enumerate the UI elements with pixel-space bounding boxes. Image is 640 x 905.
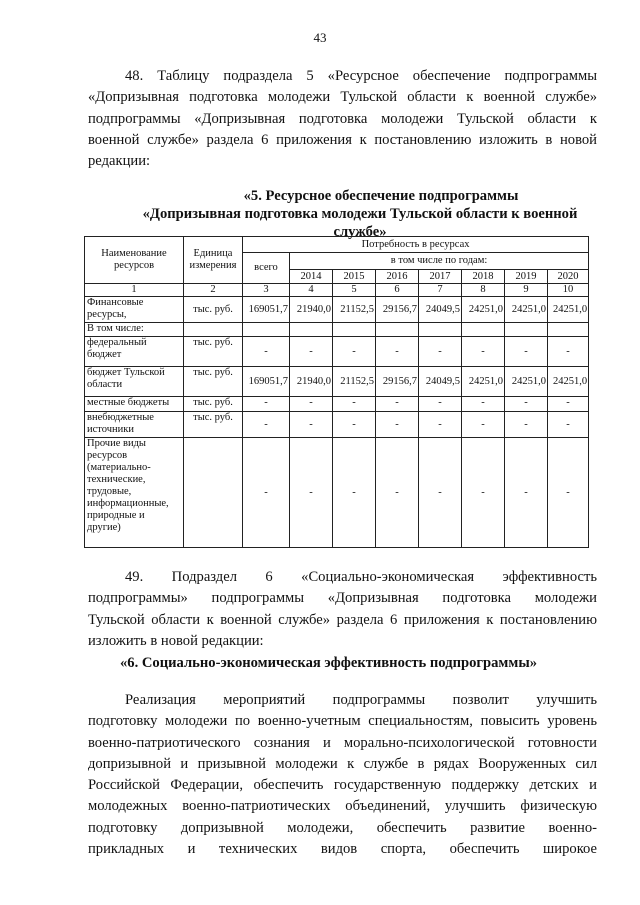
page-number: 43: [313, 30, 327, 45]
cell-value: -: [333, 397, 376, 412]
cell-value: -: [419, 412, 462, 438]
cell-value: -: [243, 397, 290, 412]
header-year: 2015: [333, 270, 376, 284]
cell-value: -: [243, 438, 290, 548]
header-year: 2017: [419, 270, 462, 284]
body-line: военно-патриотического сознания и морально-психологической готовности: [88, 734, 597, 751]
cell-value: 24251,0: [505, 367, 548, 397]
cell-value: -: [505, 438, 548, 548]
paragraph-49-line: изложить в новой редакции:: [88, 632, 264, 649]
cell-value: -: [462, 397, 505, 412]
cell-value: -: [548, 412, 589, 438]
cell-value: -: [419, 397, 462, 412]
cell-value: [462, 323, 505, 337]
cell-value: -: [243, 412, 290, 438]
cell-value: -: [333, 438, 376, 548]
cell-value: -: [462, 337, 505, 367]
paragraph-48-line: редакции:: [88, 153, 151, 170]
cell-value: -: [376, 412, 419, 438]
section-5-heading-line: «5. Ресурсное обеспечение подпрограммы: [243, 188, 519, 204]
column-number: 7: [419, 284, 462, 297]
table-row: [85, 412, 589, 438]
column-number: 2: [184, 284, 243, 297]
cell-value: 24251,0: [505, 297, 548, 323]
cell-value: 24251,0: [462, 367, 505, 397]
paragraph-49-line: 49. Подраздел 6 «Социально-экономическая эффективность: [125, 569, 597, 585]
row-name: внебюджетные источники: [85, 412, 184, 438]
paragraph-49-line: подпрограммы» подпрограммы «Допризывная подготовка молодежи: [88, 590, 597, 607]
cell-value: 24251,0: [548, 297, 589, 323]
row-unit: тыс. руб.: [184, 397, 243, 412]
cell-value: 169051,7: [243, 367, 290, 397]
resource-table: [84, 236, 589, 548]
cell-value: -: [505, 397, 548, 412]
cell-value: -: [290, 337, 333, 367]
body-line: Реализация мероприятий подпрограммы позволит улучшить: [125, 692, 597, 708]
column-number: 3: [243, 284, 290, 297]
column-number: 10: [548, 284, 589, 297]
paragraph-49-line: Тульской области к военной службе» раздела 6 приложения к постановлению: [88, 611, 597, 628]
row-unit: тыс. руб.: [184, 367, 243, 397]
body-line: прикладных и технических видов спорта, обеспечить широкое: [88, 841, 597, 858]
header-unit: Единица измерения: [184, 237, 243, 284]
table-row: [85, 297, 589, 323]
cell-value: -: [333, 337, 376, 367]
cell-value: -: [505, 337, 548, 367]
table-row: [85, 438, 589, 548]
row-name: бюджет Тульской области: [85, 367, 184, 397]
section-5-heading: [80, 187, 640, 241]
body-line: молодежных военно-патриотических объединений, улучшить физическую: [88, 798, 597, 815]
cell-value: [419, 323, 462, 337]
cell-value: -: [462, 438, 505, 548]
cell-value: 169051,7: [243, 297, 290, 323]
paragraph-48: [88, 66, 597, 172]
cell-value: -: [290, 397, 333, 412]
header-year: 2019: [505, 270, 548, 284]
column-number: 5: [333, 284, 376, 297]
cell-value: -: [290, 438, 333, 548]
cell-value: 24049,5: [419, 297, 462, 323]
cell-value: -: [505, 412, 548, 438]
cell-value: -: [376, 438, 419, 548]
paragraph-48-line: военной службе» раздела 6 приложения к постановлению изложить в новой: [88, 131, 597, 148]
cell-value: -: [376, 337, 419, 367]
cell-value: 24049,5: [419, 367, 462, 397]
cell-value: -: [548, 397, 589, 412]
cell-value: 21940,0: [290, 367, 333, 397]
body-line: допризывной и призывной молодежи к службе в рядах Вооруженных сил: [88, 755, 597, 772]
row-name: местные бюджеты: [85, 397, 184, 412]
cell-value: [505, 323, 548, 337]
column-number: 4: [290, 284, 333, 297]
paragraph-49: [88, 567, 597, 652]
section-5-heading-line: «Допризывная подготовка молодежи Тульской области к военной: [142, 206, 578, 222]
table-row: [85, 397, 589, 412]
row-unit: тыс. руб.: [184, 337, 243, 367]
paragraph-48-line: подпрограммы «Допризывная подготовка молодежи Тульской области к: [88, 110, 597, 127]
cell-value: 21152,5: [333, 367, 376, 397]
header-total: всего: [243, 253, 290, 284]
header-name: Наименование ресурсов: [85, 237, 184, 284]
body-line: Российской Федерации, обеспечить государственную поддержку детских и: [88, 777, 597, 794]
table-row: [85, 337, 589, 367]
row-name: федеральный бюджет: [85, 337, 184, 367]
cell-value: -: [333, 412, 376, 438]
header-year: 2016: [376, 270, 419, 284]
column-number: 1: [85, 284, 184, 297]
cell-value: [548, 323, 589, 337]
header-year: 2014: [290, 270, 333, 284]
section-6-heading: [120, 654, 600, 672]
header-by-years: в том числе по годам:: [290, 253, 589, 270]
header-need: Потребность в ресурсах: [243, 237, 589, 253]
cell-value: -: [419, 337, 462, 367]
section-5-heading-line: службе»: [333, 224, 387, 240]
row-unit: тыс. руб.: [184, 297, 243, 323]
cell-value: 24251,0: [548, 367, 589, 397]
body-line: подготовку молодежи по военно-учетным специальностям, повысить уровень: [88, 713, 597, 730]
cell-value: -: [419, 438, 462, 548]
cell-value: [243, 323, 290, 337]
row-unit: тыс. руб.: [184, 412, 243, 438]
column-number: 6: [376, 284, 419, 297]
cell-value: -: [548, 337, 589, 367]
cell-value: 21940,0: [290, 297, 333, 323]
paragraph-48-line: «Допризывная подготовка молодежи Тульской области к военной службе»: [88, 89, 597, 106]
row-unit: [184, 438, 243, 548]
cell-value: 24251,0: [462, 297, 505, 323]
cell-value: [333, 323, 376, 337]
cell-value: 21152,5: [333, 297, 376, 323]
cell-value: -: [376, 397, 419, 412]
section-6-heading-line: «6. Социально-экономическая эффективность подпрограммы»: [120, 655, 538, 671]
table-row: [85, 367, 589, 397]
cell-value: -: [548, 438, 589, 548]
header-year: 2018: [462, 270, 505, 284]
table-row: [85, 323, 589, 337]
row-name: Прочие виды ресурсов (материально-технические, трудовые, информационные, природные и другие): [85, 438, 184, 548]
column-number: 8: [462, 284, 505, 297]
cell-value: -: [243, 337, 290, 367]
row-name: Финансовые ресурсы,: [85, 297, 184, 323]
row-name: В том числе:: [85, 323, 184, 337]
cell-value: [290, 323, 333, 337]
cell-value: -: [462, 412, 505, 438]
body-line: подготовку допризывной молодежи, обеспечить развитие военно-: [88, 819, 597, 836]
cell-value: -: [290, 412, 333, 438]
cell-value: 29156,7: [376, 297, 419, 323]
column-number: 9: [505, 284, 548, 297]
cell-value: 29156,7: [376, 367, 419, 397]
body-paragraph: [88, 690, 597, 860]
header-year: 2020: [548, 270, 589, 284]
paragraph-48-line: 48. Таблицу подраздела 5 «Ресурсное обеспечение подпрограммы: [125, 68, 597, 84]
row-unit: [184, 323, 243, 337]
cell-value: [376, 323, 419, 337]
